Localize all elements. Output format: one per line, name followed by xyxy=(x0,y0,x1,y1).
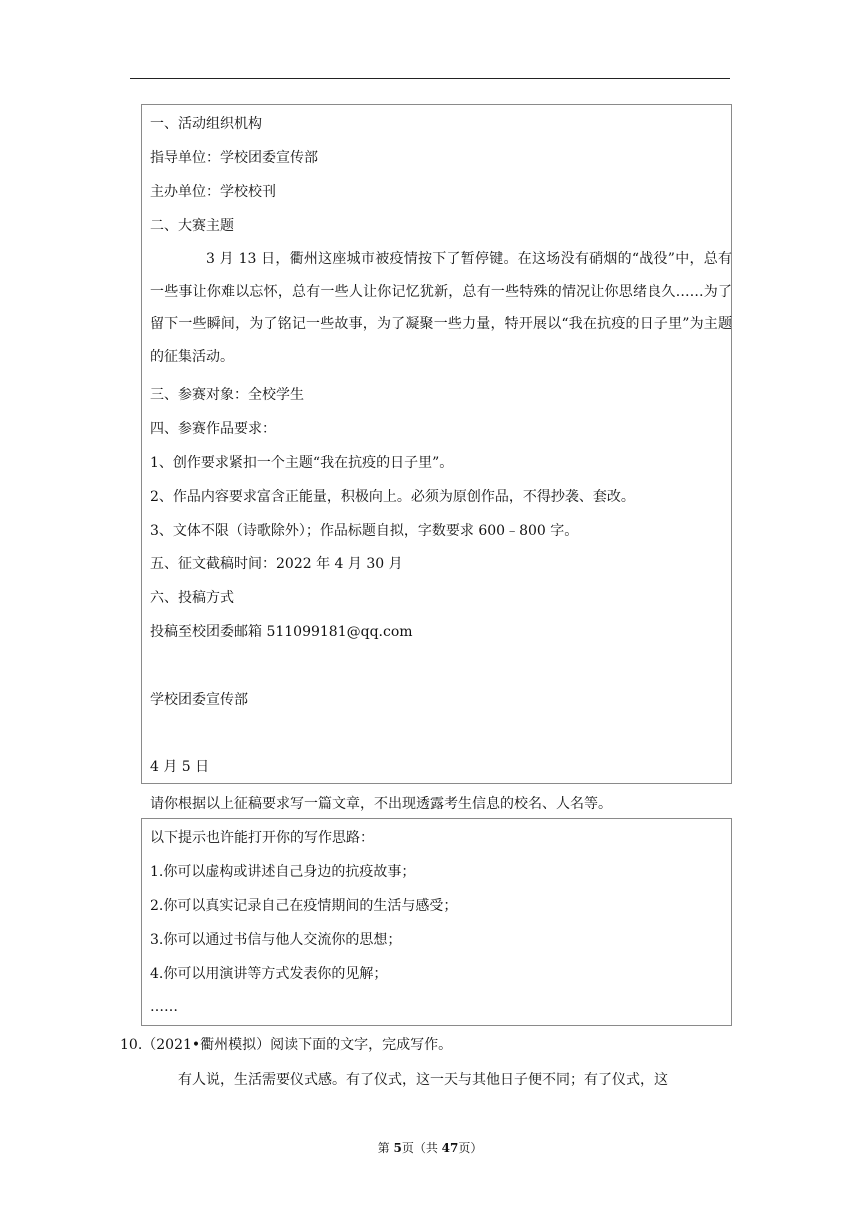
notice-heading-6: 六、投稿方式 xyxy=(150,590,234,606)
submit-email: 投稿至校团委邮箱 511099181@qq.com xyxy=(150,624,413,640)
footer-prefix: 第 xyxy=(377,1141,394,1155)
hints-intro: 以下提示也许能打开你的写作思路： xyxy=(150,830,374,846)
theme-paragraph: 3 月 13 日，衢州这座城市被疫情按下了暂停键。在这场没有硝烟的“战役”中，总有一些事让你难以忘怀，总有一些人让你记忆犹新，总有一些特殊的情况让你思绪良久……为了留下一些瞬间，为了铭记一些故事，为了凝聚一些力量，特开展以“我在抗疫的日子里”为主题的征集活动。 xyxy=(150,251,732,365)
notice-box xyxy=(141,104,732,784)
page-footer xyxy=(0,1140,860,1156)
notice-heading-3: 三、参赛对象：全校学生 xyxy=(150,387,304,403)
hint-3: 3.你可以通过书信与他人交流你的思想； xyxy=(150,932,402,948)
requirement-2: 2、作品内容要求富含正能量，积极向上。必须为原创作品，不得抄袭、套改。 xyxy=(150,489,635,505)
requirement-1: 1、创作要求紧扣一个主题“我在抗疫的日子里”。 xyxy=(150,455,454,471)
footer-mid: 页（共 xyxy=(401,1141,442,1155)
hint-1: 1.你可以虚构或讲述自己身边的抗疫故事； xyxy=(150,864,416,880)
question-10-text: 有人说，生活需要仪式感。有了仪式，这一天与其他日子便不同；有了仪式，这 xyxy=(178,1072,668,1088)
requirement-3: 3、文体不限（诗歌除外）；作品标题自拟，字数要求 600﹣800 字。 xyxy=(150,523,579,539)
hint-4: 4.你可以用演讲等方式发表你的见解； xyxy=(150,966,388,982)
notice-heading-2: 二、大赛主题 xyxy=(150,218,234,234)
page-total: 47 xyxy=(441,1141,459,1155)
hints-box xyxy=(141,818,732,1026)
page-number: 5 xyxy=(393,1141,402,1155)
notice-heading-4: 四、参赛作品要求： xyxy=(150,421,276,437)
header-rule xyxy=(130,78,730,79)
notice-heading-5: 五、征文截稿时间：2022 年 4 月 30 月 xyxy=(150,556,403,572)
notice-heading-1: 一、活动组织机构 xyxy=(150,116,262,132)
notice-date: 4 月 5 日 xyxy=(150,759,210,775)
guide-unit: 指导单位：学校团委宣传部 xyxy=(150,150,318,166)
footer-suffix: 页） xyxy=(458,1141,483,1155)
host-unit: 主办单位：学校校刊 xyxy=(150,184,276,200)
hints-ellipsis: …… xyxy=(150,999,178,1015)
instruction-text: 请你根据以上征稿要求写一篇文章，不出现透露考生信息的校名、人名等。 xyxy=(150,796,612,812)
question-10-header: 10.（2021•衢州模拟）阅读下面的文字，完成写作。 xyxy=(120,1037,453,1053)
hint-2: 2.你可以真实记录自己在疫情期间的生活与感受； xyxy=(150,898,458,914)
signature: 学校团委宣传部 xyxy=(150,692,248,708)
